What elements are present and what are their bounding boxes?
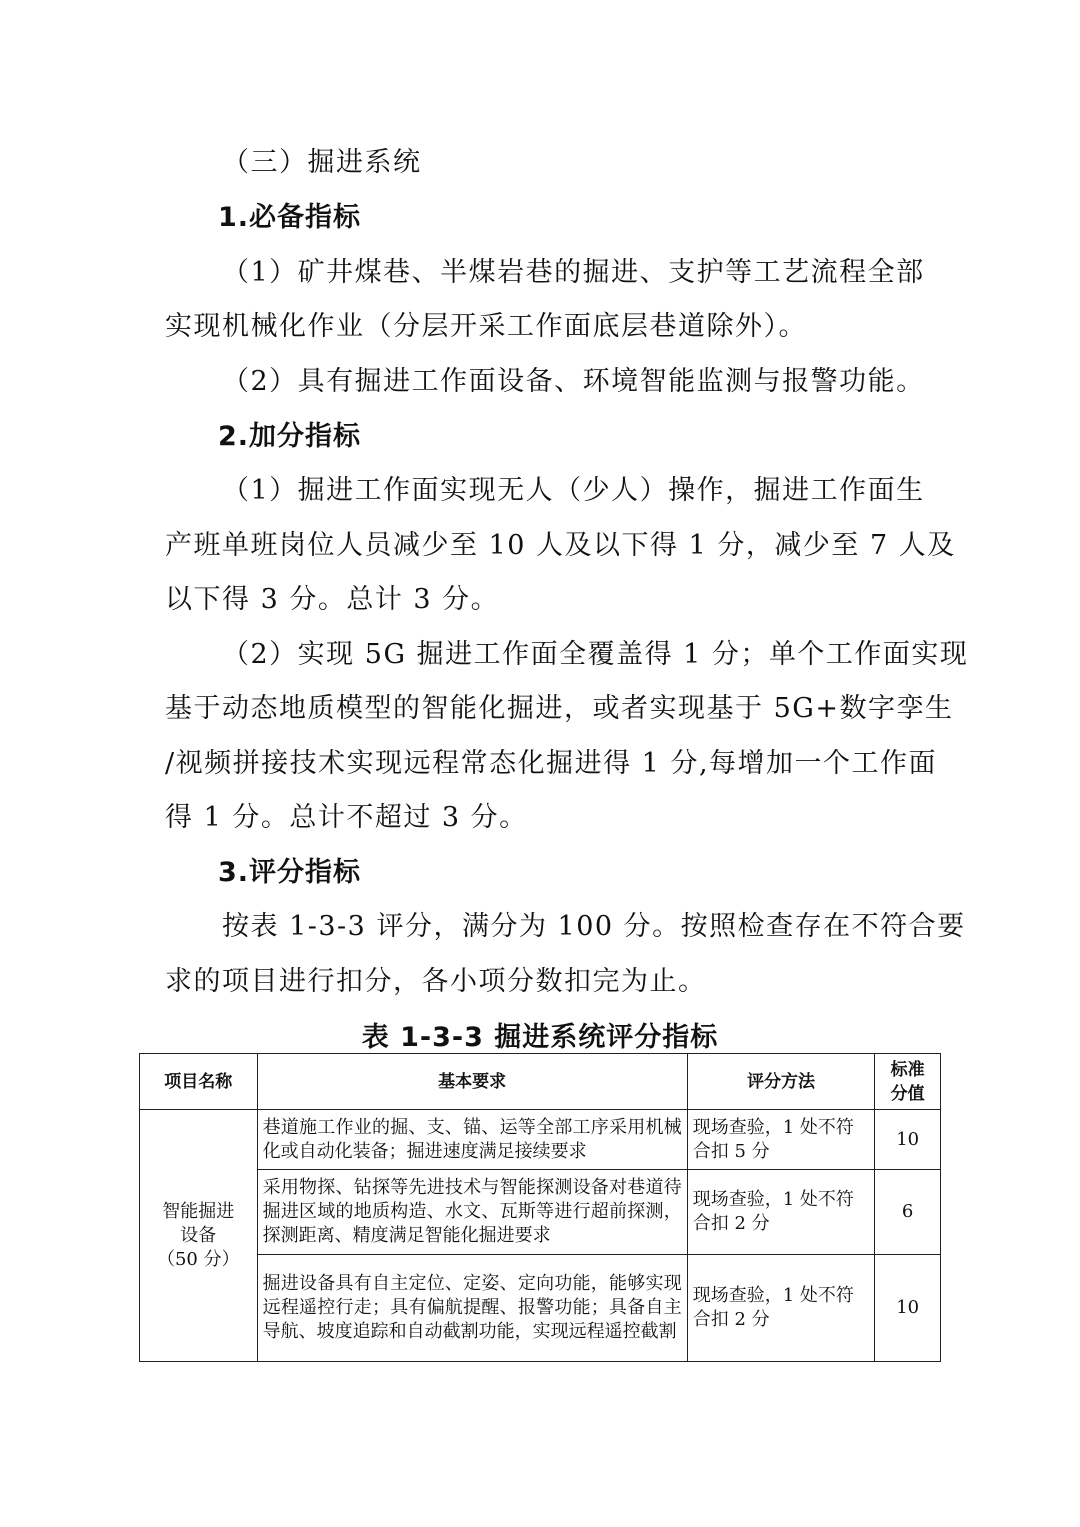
table-row <box>140 1255 941 1362</box>
bonus-item1-line2: 产班单班岗位人员减少至 10 人及以下得 1 分，减少至 7 人及 <box>165 530 956 561</box>
score-cell: 10 <box>875 1255 941 1362</box>
group-name-line3: （50 分） <box>156 1248 240 1270</box>
group-name-line1: 智能掘进 <box>162 1200 235 1222</box>
section-title: （三）掘进系统 <box>222 147 422 178</box>
required-item2: （2）具有掘进工作面设备、环境智能监测与报警功能。 <box>222 366 925 397</box>
method-cell: 现场查验，1 处不符合扣 2 分 <box>687 1170 875 1255</box>
requirement-cell: 采用物探、钻探等先进技术与智能探测设备对巷道待掘进区域的地质构造、水文、瓦斯等进行超前探测，探测距离、精度满足智能化掘进要求 <box>257 1170 687 1255</box>
group-name-line2: 设备 <box>180 1224 217 1246</box>
bonus-item2-line2: 基于动态地质模型的智能化掘进，或者实现基于 5G+数字孪生 <box>165 693 954 724</box>
requirement-cell: 掘进设备具有自主定位、定姿、定向功能，能够实现远程遥控行走；具有偏航提醒、报警功能；具备自主导航、坡度追踪和自动截割功能，实现远程遥控截割 <box>257 1255 687 1362</box>
header-method: 评分方法 <box>687 1054 875 1110</box>
method-cell: 现场查验，1 处不符合扣 5 分 <box>687 1110 875 1170</box>
header-requirement: 基本要求 <box>257 1054 687 1110</box>
required-heading: 1.必备指标 <box>218 202 362 233</box>
header-score-line2: 分值 <box>890 1083 925 1104</box>
score-cell: 10 <box>875 1110 941 1170</box>
score-cell: 6 <box>875 1170 941 1255</box>
method-cell: 现场查验，1 处不符合扣 2 分 <box>687 1255 875 1362</box>
bonus-heading: 2.加分指标 <box>218 421 362 452</box>
scoring-para-line1: 按表 1-3-3 评分，满分为 100 分。按照检查存在不符合要 <box>222 911 966 942</box>
table-row <box>140 1170 941 1255</box>
bonus-item2-line4: 得 1 分。总计不超过 3 分。 <box>165 802 528 833</box>
required-item1-line1: （1）矿井煤巷、半煤岩巷的掘进、支护等工艺流程全部 <box>222 257 925 288</box>
table-title: 表 1-3-3 掘进系统评分指标 <box>361 1022 719 1053</box>
table-row <box>140 1110 941 1170</box>
header-score <box>875 1054 941 1110</box>
header-score-line1: 标准 <box>890 1059 925 1080</box>
bonus-item1-line1: （1）掘进工作面实现无人（少人）操作，掘进工作面生 <box>222 475 925 506</box>
table-header-row <box>140 1054 941 1110</box>
bonus-item1-line3: 以下得 3 分。总计 3 分。 <box>165 584 500 615</box>
scoring-heading: 3.评分指标 <box>218 857 362 888</box>
requirement-cell: 巷道施工作业的掘、支、锚、运等全部工序采用机械化或自动化装备；掘进速度满足接续要求 <box>257 1110 687 1170</box>
required-item1-line2: 实现机械化作业（分层开采工作面底层巷道除外）。 <box>165 311 807 342</box>
header-item-name: 项目名称 <box>140 1054 258 1110</box>
bonus-item2-line1: （2）实现 5G 掘进工作面全覆盖得 1 分；单个工作面实现 <box>222 639 969 670</box>
group-name-cell <box>140 1110 258 1362</box>
scoring-para-line2: 求的项目进行扣分，各小项分数扣完为止。 <box>165 966 707 997</box>
bonus-item2-line3: /视频拼接技术实现远程常态化掘进得 1 分,每增加一个工作面 <box>165 748 938 779</box>
scoring-table <box>139 1053 941 1362</box>
